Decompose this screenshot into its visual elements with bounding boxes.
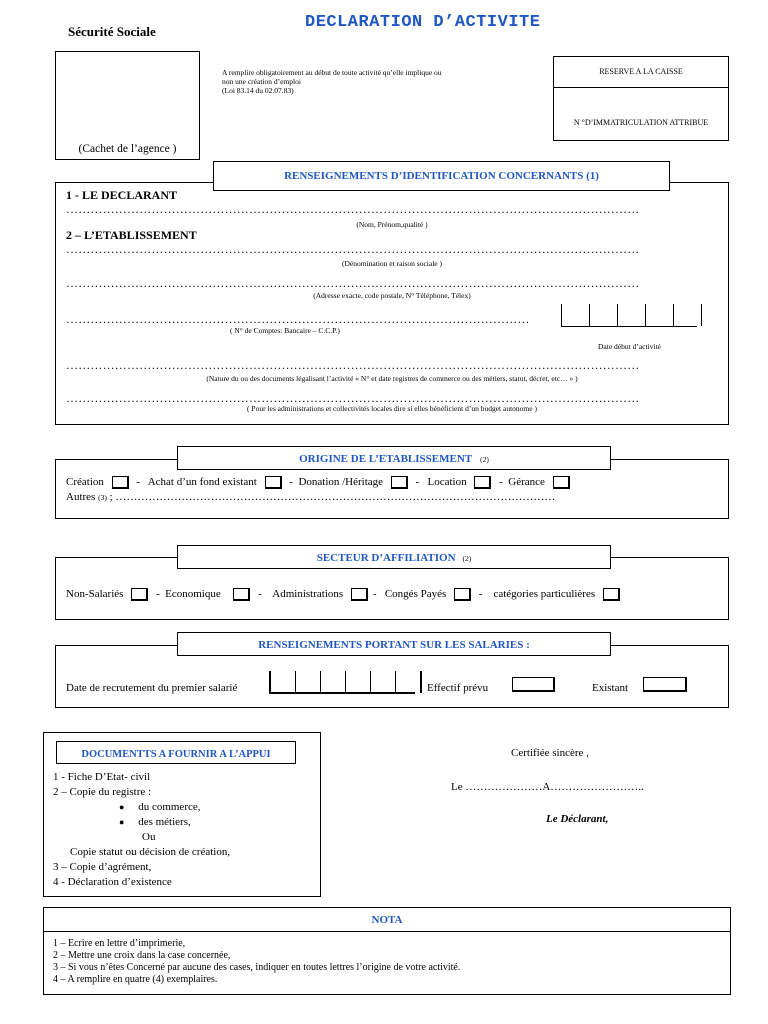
origine-header-text: ORIGINE DE L’ETABLISSEMENT [299,453,473,465]
nota-section [43,907,731,995]
location-label: Location [427,476,467,489]
donation-label: Donation /Héritage [298,476,384,489]
salaries-header-text: RENSEIGNEMENTS PORTANT SUR LES SALARIES : [258,639,530,651]
date-cells-baseline [561,326,697,327]
pour-dots: …………………………………………………………………………………………………………………………… [66,391,640,405]
comptes-dots: …………………………………………………………………………………………………… [66,312,530,326]
nota-line: 1 – Ecrire en lettre d’imprimerie, [53,938,186,949]
etablissement-label: 2 – L’ETABLISSEMENT [66,228,197,242]
secteur-options: Non-Salariés - Economique - Administrations - Congés Payés - catégories particulières [66,588,625,601]
document-item: Copie statut ou décision de création, [70,846,231,858]
donation-checkbox[interactable] [391,476,408,489]
autres-row [66,491,555,503]
autres-note: (3) [98,493,107,502]
origine-options: Création - Achat d’un fond existant - Donation /Héritage - Location - Gérance [66,476,575,489]
nota-header [44,908,730,932]
document-item: 3 – Copie d’agrément, [53,861,152,873]
reserve-divider [554,87,728,88]
date-debut-label: Date début d’activité [598,342,661,351]
nature-caption: (Nature du ou des documents légalisant l’activité « N° et date registres de commerce ou des métiers, statut, décret, etc… » ) [206,374,578,383]
origine-header-note: (2) [480,455,489,464]
form-title: DECLARATION D’ACTIVITE [305,13,541,32]
recrutement-cells-baseline [269,692,415,694]
denom-caption: (Dénomination et raison sociale ) [342,259,442,268]
administrations-checkbox[interactable] [351,588,368,601]
comptes-caption: ( N° de Comptes: Bancaire – C.C.P.) [230,326,340,335]
nature-dots: …………………………………………………………………………………………………………………………… [66,358,640,372]
bullet-text: du commerce, [138,801,201,813]
creation-label: Création [66,476,104,489]
document-item: 1 - Fiche D’Etat- civil [53,771,151,783]
notice-text [222,68,442,95]
creation-checkbox[interactable] [112,476,129,489]
notice-line: A remplire obligatoirement au début de toute activité qu’elle implique ou [222,68,442,77]
conges-checkbox[interactable] [454,588,471,601]
notice-line: non une création d’emploi [222,77,301,86]
date-recrutement-cells[interactable] [269,671,424,693]
stamp-label: (Cachet de l’agence ) [78,143,177,155]
adresse-dots: …………………………………………………………………………………………………………………………… [66,276,640,290]
immat-label: N °D’IMMATRICULATION ATTRIBUE [573,118,709,127]
date-recrutement-label: Date de recrutement du premier salarié [66,682,238,694]
non-salaries-label: Non-Salariés [66,588,124,601]
le-a-line[interactable]: Le …………………A…………………….. [451,781,644,793]
pour-caption: ( Pour les administrations et collectivités locales dire si elles bénéficient d’un budget autonome ) [247,404,537,413]
gerance-label: Gérance [508,476,545,489]
economique-label: Economique [165,588,221,601]
documents-list [53,770,313,890]
declarant-dots: …………………………………………………………………………………………………………………………… [66,202,640,216]
nom-caption: (Nom, Prénom,qualité ) [356,220,428,229]
nota-header-text: NOTA [371,914,403,926]
conges-label: Congés Payés [384,588,447,601]
agency-stamp-box [55,51,200,160]
achat-label: Achat d’un fond existant [147,476,257,489]
document-bullet: ● des métiers, [119,816,191,828]
existant-input[interactable] [643,677,687,692]
secteur-header-text: SECTEUR D’AFFILIATION [316,552,456,564]
nota-line: 3 – Si vous n’êtes Concerné par aucune des cases, indiquer en toutes lettres l’origine de votre activité. [53,962,461,973]
categories-checkbox[interactable] [603,588,620,601]
etablissement-dots: …………………………………………………………………………………………………………………………… [66,242,640,256]
secteur-header-note: (2) [462,554,472,563]
effectif-input[interactable] [512,677,555,692]
declarant-label: 1 - LE DECLARANT [66,188,178,202]
document-item: 2 – Copie du registre : [53,786,152,798]
nota-lines [53,938,460,986]
document-ou: Ou [142,831,156,843]
documents-header-text: DOCUMENTTS A FOURNIR A L’APPUI [81,749,271,760]
identification-header-text: RENSEIGNEMENTS D’IDENTIFICATION CONCERNANTS (1) [284,170,599,182]
autres-dots[interactable]: ; ………………………………………………………………………………………………………… [109,491,556,503]
administrations-label: Administrations [272,588,344,601]
document-item: 4 - Déclaration d’existence [53,876,172,888]
secteur-header [177,545,611,569]
documents-header [56,741,296,764]
existant-label: Existant [592,682,629,694]
reserve-box [553,56,729,141]
salaries-header [177,632,611,656]
date-debut-cells[interactable] [561,304,703,326]
nota-line: 4 – A remplire en quatre (4) exemplaires. [53,974,218,985]
nota-line: 2 – Mettre une croix dans la case concernée, [53,950,231,961]
achat-checkbox[interactable] [265,476,282,489]
declarant-signature-label: Le Déclarant, [546,813,609,825]
reserve-label: RESERVE A LA CAISSE [599,67,683,76]
origine-header [177,446,611,470]
notice-line: (Loi 83.14 du 02.07.83) [222,86,294,95]
effectif-label: Effectif prévu [427,682,489,694]
identification-header [213,161,670,191]
bullet-text: des métiers, [138,816,191,828]
gerance-checkbox[interactable] [553,476,570,489]
org-name: Sécurité Sociale [68,24,156,39]
categories-label: catégories particulières [493,588,596,601]
certifiee-text: Certifiée sincère , [511,747,589,759]
non-salaries-checkbox[interactable] [131,588,148,601]
economique-checkbox[interactable] [233,588,250,601]
location-checkbox[interactable] [474,476,491,489]
document-bullet: ● du commerce, [119,801,201,813]
autres-label: Autres [66,491,96,503]
adresse-caption: (Adresse exacte, code postale, N° Téléphone, Télex) [313,291,471,300]
